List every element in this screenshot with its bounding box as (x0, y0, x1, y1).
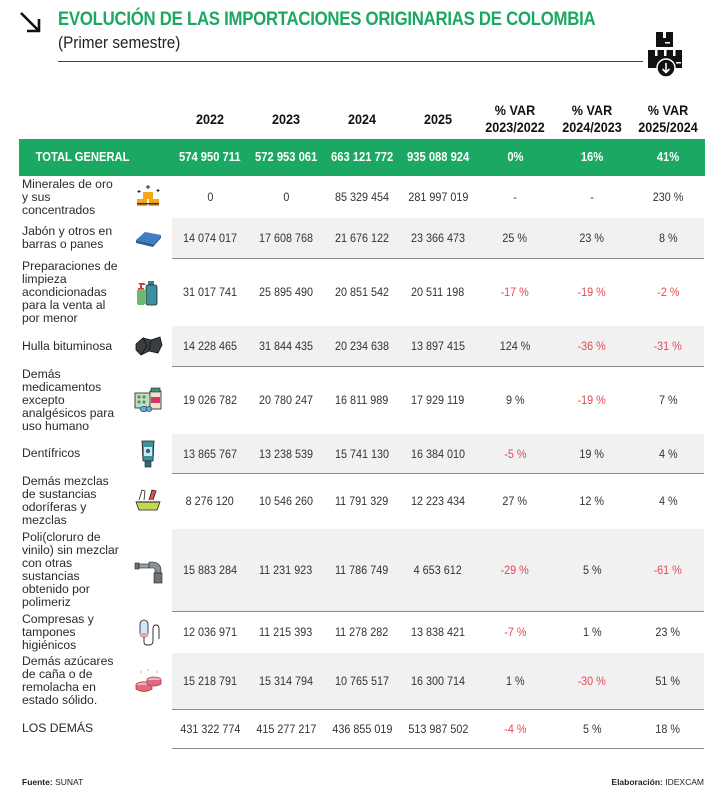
table-cell: -2 % (656, 285, 680, 299)
table-cell: 7 % (658, 393, 678, 407)
table-cell: 4 % (658, 494, 678, 508)
column-header-line2: 2025/2024 (638, 119, 698, 135)
mixing-bowl-icon (133, 486, 163, 516)
total-value: 0% (506, 149, 524, 164)
table-cell: 11 791 329 (335, 494, 389, 508)
table-cell: 4 653 612 (413, 563, 463, 577)
column-header (172, 96, 248, 136)
table-cell: 20 780 247 (258, 393, 314, 407)
table-cell: 5 % (582, 563, 602, 577)
table-cell: 431 322 774 (179, 721, 241, 736)
column-header (324, 96, 400, 136)
coal-icon (133, 331, 163, 361)
table-cell: 15 741 130 (334, 446, 390, 461)
table-cell: -5 % (503, 446, 527, 461)
table-cell: 21 676 122 (334, 231, 390, 245)
title-divider (58, 61, 643, 62)
table-cell: 11 215 393 (259, 625, 313, 639)
table-cell: 436 855 019 (331, 721, 393, 736)
table-cell: 17 608 768 (258, 231, 314, 245)
table-cell: 11 231 923 (259, 563, 313, 577)
page-title: EVOLUCIÓN DE LAS IMPORTACIONES ORIGINARIAS DE COLOMBIA (58, 8, 596, 30)
row-label: Demás mezclas de sustancias odoríferas y mezclas (22, 474, 109, 527)
table-cell: 13 238 539 (258, 446, 314, 461)
table-cell: -36 % (577, 339, 607, 353)
table-cell: 13 838 421 (410, 625, 466, 639)
total-label: TOTAL GENERAL (35, 149, 130, 164)
table-cell: 20 234 638 (334, 339, 390, 353)
row-label: LOS DEMÁS (22, 721, 94, 735)
column-header-line2: 2023/2022 (485, 119, 545, 135)
row-label: Dentífricos (22, 446, 81, 460)
column-header (630, 96, 706, 136)
table-cell: 13 897 415 (410, 339, 466, 353)
total-value: 572 953 061 (254, 149, 318, 164)
table-cell: 16 384 010 (410, 446, 466, 461)
column-header (248, 96, 324, 136)
table-cell: -31 % (653, 339, 683, 353)
table-cell: 15 218 791 (182, 674, 238, 688)
row-label: Hulla bituminosa (22, 338, 113, 353)
soap-bar-icon (133, 223, 163, 253)
table-cell: 25 895 490 (258, 285, 314, 299)
table-cell: 16 811 989 (335, 393, 389, 407)
table-cell: -7 % (503, 625, 527, 639)
table-cell: 20 511 198 (411, 285, 465, 299)
row-label: Minerales de oro y sus concentrados (22, 176, 113, 217)
table-cell: 25 % (502, 231, 528, 245)
table-cell: -19 % (577, 393, 607, 407)
table-cell: 19 026 782 (182, 393, 238, 407)
medicine-icon (133, 385, 163, 415)
table-cell: 11 278 282 (335, 625, 389, 639)
table-cell: 12 % (579, 494, 605, 508)
table-cell: 415 277 217 (255, 721, 317, 736)
column-header-line1: % VAR (571, 102, 613, 118)
table-cell: 10 546 260 (258, 494, 314, 508)
gold-bars-icon (133, 182, 163, 212)
column-header (477, 96, 553, 136)
table-cell: 10 765 517 (334, 674, 390, 688)
table-cell: 513 987 502 (407, 721, 469, 736)
source-note: Fuente: SUNAT (22, 777, 84, 787)
total-value: 663 121 772 (330, 149, 394, 164)
table-cell: 1 % (582, 625, 602, 639)
table-cell: 51 % (655, 674, 681, 688)
page-subtitle: (Primer semestre) (58, 33, 181, 52)
total-value: 16% (580, 149, 604, 164)
table-cell: -30 % (577, 674, 607, 688)
row-label: Poli(cloruro de vinilo) sin mezclar con otras sustancias obtenido por polimeriz (22, 530, 119, 609)
column-header-line2: 2022 (195, 111, 225, 127)
table-cell: 124 % (499, 339, 531, 353)
arrow-down-right-icon (18, 10, 44, 36)
row-label: Demás azúcares de caña o de remolacha en estado sólido. (22, 654, 114, 707)
table-cell: 1 % (505, 674, 525, 688)
table-cell: 19 % (579, 446, 605, 461)
table-cell: 27 % (502, 494, 528, 508)
credit-note: Elaboración: IDEXCAM (611, 777, 704, 787)
table-cell: 20 851 542 (334, 285, 390, 299)
table-cell: -17 % (500, 285, 530, 299)
tampon-icon (133, 617, 163, 647)
table-cell: 8 276 120 (185, 494, 235, 508)
column-header-line2: 2025 (423, 111, 453, 127)
table-cell: 11 786 749 (335, 563, 389, 577)
table-cell: 230 % (652, 190, 684, 204)
table-cell: 0 (206, 190, 214, 204)
column-header-line1: % VAR (647, 102, 689, 118)
table-cell: -19 % (577, 285, 607, 299)
table-cell: 0 (282, 190, 290, 204)
column-header-line1: % VAR (494, 102, 536, 118)
table-cell: -4 % (503, 721, 527, 736)
table-cell: 23 % (579, 231, 605, 245)
column-header (400, 96, 476, 136)
table-cell: 9 % (505, 393, 525, 407)
row-label: Jabón y otros en barras o panes (22, 224, 113, 251)
table-cell: - (513, 190, 517, 204)
table-cell: -29 % (500, 563, 530, 577)
row-divider (172, 748, 704, 749)
toothpaste-icon (133, 439, 163, 469)
row-label: Demás medicamentos excepto analgésicos para uso humano (22, 366, 115, 433)
total-value: 41% (656, 149, 680, 164)
boxes-import-icon (644, 30, 688, 80)
table-cell: 18 % (655, 721, 681, 736)
row-label: Preparaciones de limpieza acondicionadas para la venta al por menor (22, 258, 118, 325)
table-cell: 281 997 019 (407, 190, 469, 204)
table-cell: 15 314 794 (258, 674, 314, 688)
table-cell: 4 % (658, 446, 678, 461)
table-cell: 31 017 741 (182, 285, 238, 299)
table-cell: 12 223 434 (410, 494, 466, 508)
cleaning-bottles-icon (133, 277, 163, 307)
total-value: 574 950 711 (179, 149, 241, 164)
column-header (554, 96, 630, 136)
table-cell: 8 % (658, 231, 678, 245)
row-label: Compresas y tampones higiénicos (22, 611, 94, 652)
sugar-bowls-icon (133, 666, 163, 696)
column-header-line2: 2023 (271, 111, 301, 127)
table-cell: 23 % (655, 625, 681, 639)
table-cell: 15 883 284 (182, 563, 238, 577)
total-value: 935 088 924 (406, 149, 470, 164)
table-cell: 23 366 473 (410, 231, 466, 245)
column-header-line2: 2024/2023 (562, 119, 622, 135)
table-cell: 14 074 017 (182, 231, 238, 245)
table-cell: 31 844 435 (258, 339, 314, 353)
table-cell: 17 929 119 (411, 393, 465, 407)
table-cell: - (590, 190, 594, 204)
table-cell: 12 036 971 (182, 625, 238, 639)
table-cell: 16 300 714 (410, 674, 466, 688)
table-cell: 85 329 454 (334, 190, 390, 204)
pipe-icon (133, 555, 163, 585)
table-cell: 14 228 465 (182, 339, 238, 353)
table-cell: -61 % (653, 563, 683, 577)
column-header-line2: 2024 (347, 111, 377, 127)
table-cell: 13 865 767 (182, 446, 238, 461)
table-cell: 5 % (582, 721, 602, 736)
